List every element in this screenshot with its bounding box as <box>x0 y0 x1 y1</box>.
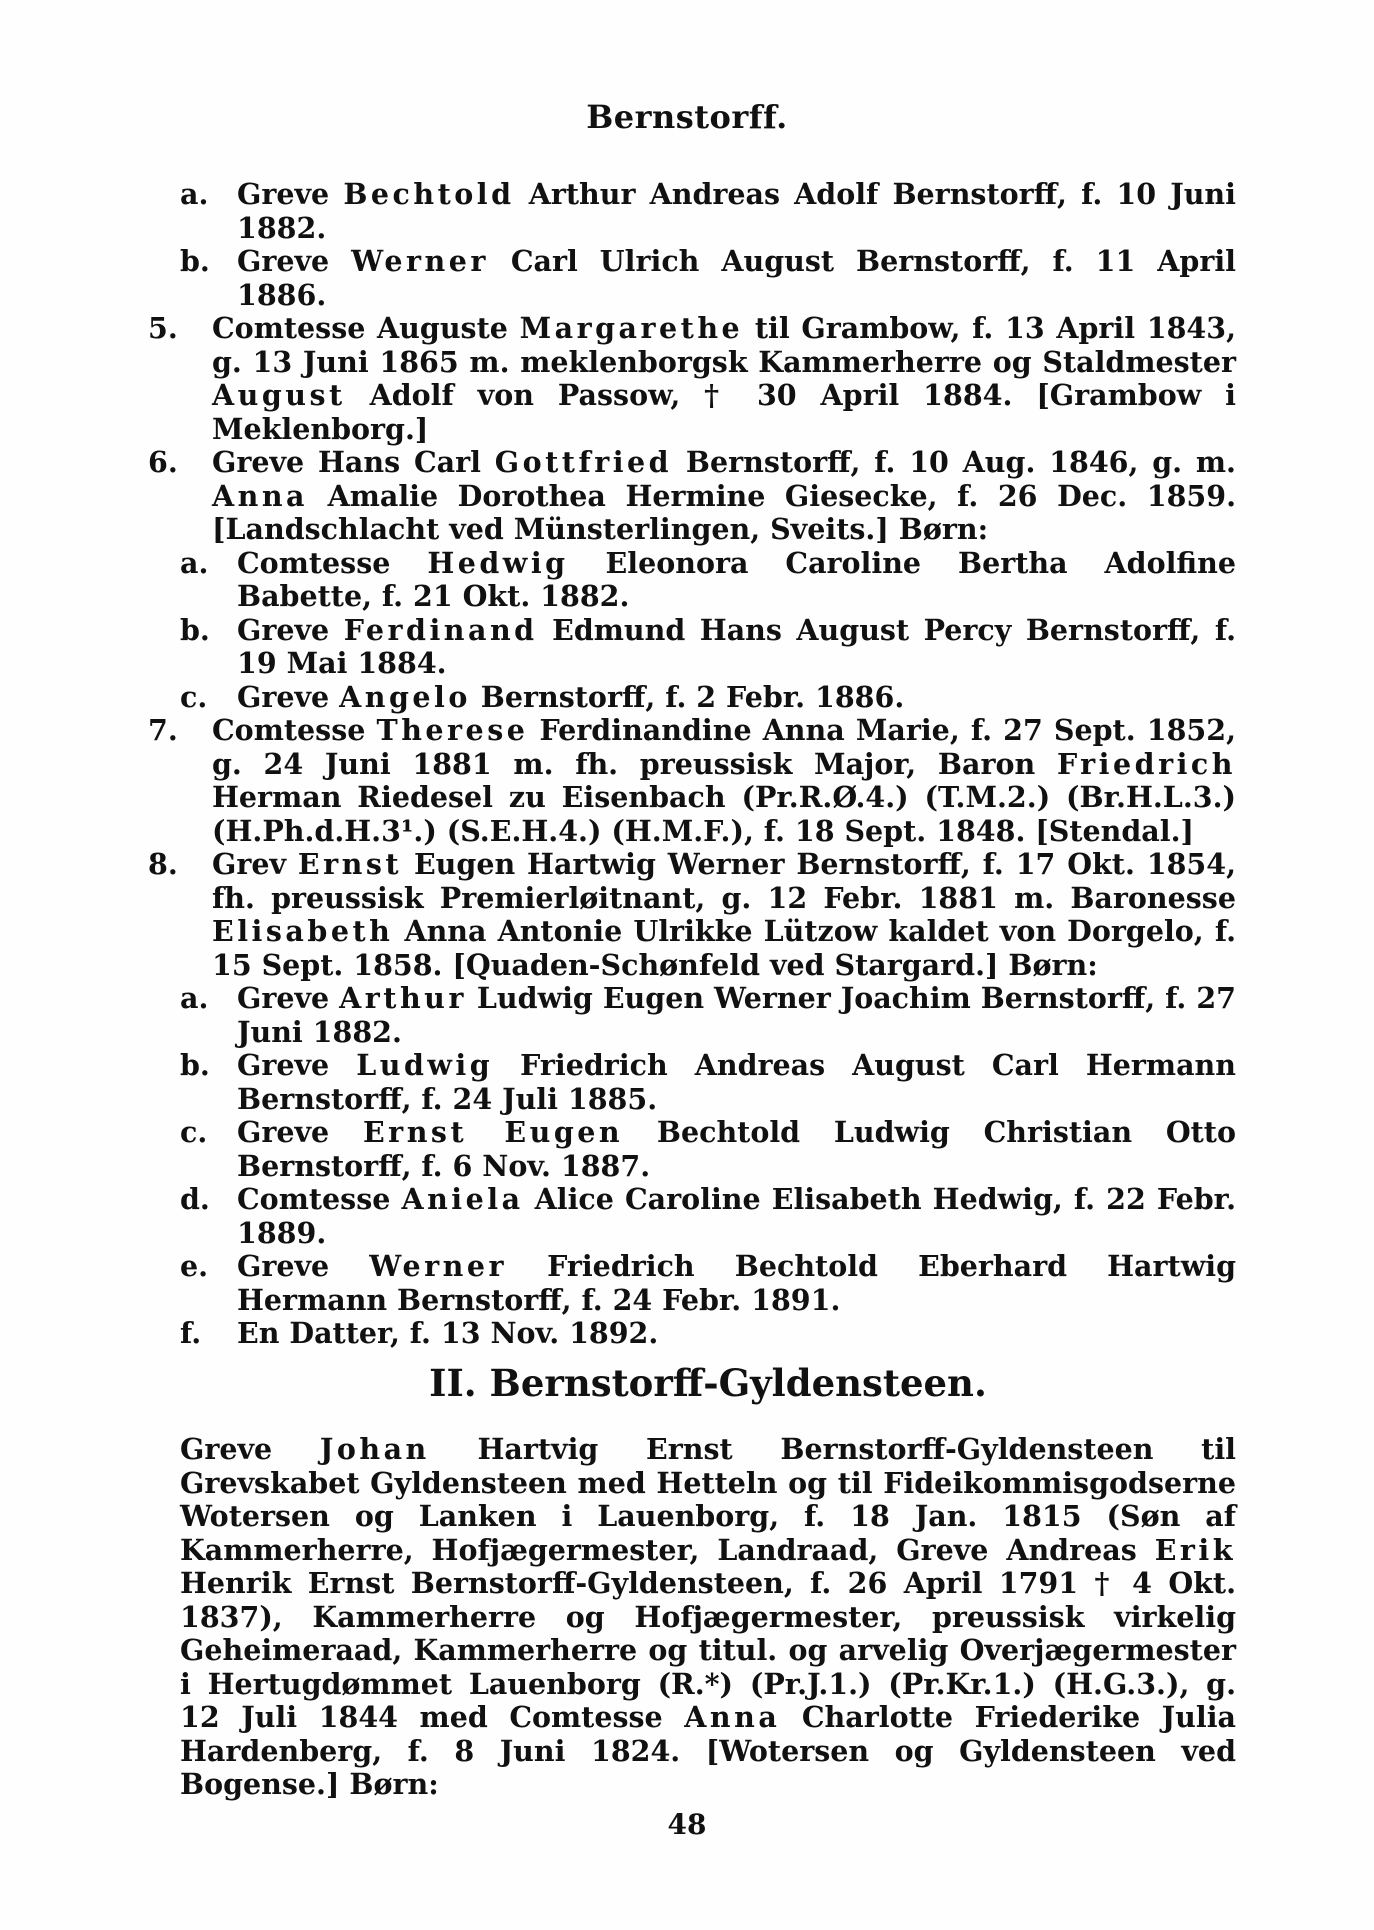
entry-marker: d. <box>180 1182 210 1216</box>
spaced-name: Elisabeth <box>212 914 394 948</box>
entry-text: Greve <box>237 679 340 714</box>
spaced-name: Arthur <box>339 981 467 1015</box>
spaced-name: Ernst Eugen <box>362 1115 624 1149</box>
child-entry <box>148 713 1236 848</box>
entry-marker: 5. <box>148 311 178 345</box>
running-header: Bernstorff. <box>586 98 788 136</box>
page-number: 48 <box>667 1808 707 1841</box>
entry-text: til Grambow, f. 13 April 1843, g. 13 Juni 1865 m. meklenborgsk Kammerherre og Staldmester <box>212 311 1236 379</box>
entry-marker: c. <box>180 1115 208 1149</box>
entry-text: Ferdinandine Anna Marie, f. 27 Sept. 1852, g. 24 Juni 1881 m. fh. preussisk Major, Baron <box>212 713 1236 781</box>
entry-text: Edmund Hans August Percy Bernstorff, f. 19 Mai 1884. <box>237 612 1236 680</box>
spaced-name: Hedwig <box>427 545 569 580</box>
grandchild-entry <box>180 1317 1236 1351</box>
spaced-name: Anna <box>684 1700 781 1734</box>
entry-marker: 6. <box>148 445 178 479</box>
entry-text: Greve <box>237 244 352 278</box>
grandchild-entry <box>180 245 1236 312</box>
section-heading: II. Bernstorff-Gyldensteen. <box>429 1360 987 1405</box>
entry-marker: b. <box>180 612 210 647</box>
spaced-name: Gottfried <box>494 445 673 479</box>
entry-marker: 7. <box>148 713 178 747</box>
spaced-name: Margarethe <box>519 311 744 345</box>
entry-text: En Datter, f. 13 Nov. 1892. <box>237 1316 659 1350</box>
entry-marker: a. <box>180 981 209 1015</box>
grandchild-entry <box>180 1250 1236 1317</box>
entry-text: Bechtold Ludwig Christian Otto Bernstorff, f. 6 Nov. 1887. <box>237 1115 1236 1183</box>
entry-text: Greve <box>237 981 340 1015</box>
grandchild-entry <box>180 614 1236 681</box>
entry-text: Herman Riedesel zu Eisenbach (Pr.R.Ø.4.) (T.M.2.) (Br.H.L.3.) (H.Ph.d.H.3¹.) (S.E.H.4.) (H.M.F.), f. 18 Sept. 1848. [Stendal.] <box>212 780 1236 848</box>
spaced-name: Anna <box>212 478 309 513</box>
grandchild-entry <box>180 178 1236 245</box>
entry-marker: 8. <box>148 847 178 881</box>
grandchild-entry <box>180 1116 1236 1183</box>
spaced-name: Therese <box>376 713 529 747</box>
entry-text: Greve <box>237 612 344 647</box>
entry-text: Carl Ulrich August Bernstorff, f. 11 April 1886. <box>237 244 1236 312</box>
entry-text: Arthur Andreas Adolf Bernstorff, f. 10 Juni 1882. <box>237 177 1236 245</box>
entry-text: Hartvig Ernst Bernstorff-Gyldensteen til Grevskabet Gyldensteen med Hetteln og til Fideikommisgodserne Wotersen og Lanken i Lauenborg, f. 18 Jan. 1815 (Søn af Kammerherre, Hofjægermester, Landraad, Greve Andreas <box>180 1432 1236 1567</box>
entry-text: Anna Antonie Ulrikke Lützow kaldet von Dorgelo, f. 15 Sept. 1858. [Quaden-Schønfeld ved Stargard.] Børn: <box>212 914 1236 982</box>
entry-text: Comtesse <box>237 1182 402 1216</box>
entry-text: Eleonora Caroline Bertha Adolfine Babette, f. 21 Okt. 1882. <box>237 545 1236 613</box>
entry-text: Greve <box>237 177 344 211</box>
child-entry <box>148 847 1236 982</box>
spaced-name: Bechtold <box>343 177 515 211</box>
entry-text: Henrik Ernst Bernstorff-Gyldensteen, f. 26 April 1791 † 4 Okt. 1837), Kammerherre og Hofjægermester, preussisk virkelig Geheimeraad, Kammerherre og titul. og arvelig Overjægermester i Hertugdømmet Lauenborg (R.*) (Pr.J.1.) (Pr.Kr.1.) (H.G.3.), g. 12 Juli 1844 med Comtesse <box>180 1566 1236 1734</box>
genealogy-entries <box>148 177 1236 1351</box>
entry-text: Greve <box>237 1249 370 1283</box>
entry-text: Comtesse Auguste <box>212 311 520 345</box>
entry-marker: e. <box>180 1249 209 1283</box>
entry-text: Friedrich Andreas August Carl Hermann Bernstorff, f. 24 Juli 1885. <box>237 1048 1236 1116</box>
entry-text: Charlotte Friederike Julia Hardenberg, f. 8 Juni 1824. [Wotersen og Gyldensteen ved Bogense.] Børn: <box>180 1700 1236 1801</box>
entry-marker: a. <box>180 177 209 211</box>
entry-text: Comtesse <box>212 713 377 747</box>
spaced-name: Angelo <box>339 679 471 714</box>
entry-text: Greve <box>180 1432 320 1466</box>
spaced-name: Aniela <box>401 1182 524 1216</box>
grandchild-entry <box>180 1049 1236 1116</box>
entry-text: Bernstorff, f. 2 Febr. 1886. <box>470 679 905 714</box>
entry-text: Adolf von Passow, † 30 April 1884. [Grambow i Meklenborg.] <box>212 378 1236 446</box>
entry-text: Greve <box>237 1115 363 1149</box>
spaced-name: Werner <box>351 244 489 278</box>
entry-marker: b. <box>180 1048 210 1082</box>
spaced-name: Erik <box>1154 1532 1236 1567</box>
spaced-name: August <box>212 378 346 412</box>
spaced-name: Johan <box>319 1432 430 1466</box>
grandchild-entry <box>180 681 1236 715</box>
section-intro-paragraph <box>180 1433 1236 1802</box>
entry-text: Comtesse <box>237 545 428 580</box>
child-entry <box>148 311 1236 446</box>
entry-text: Alice Caroline Elisabeth Hedwig, f. 22 Febr. 1889. <box>237 1182 1236 1250</box>
child-entry <box>148 445 1236 547</box>
entry-text: Greve <box>237 1048 357 1082</box>
spaced-name: Friedrich <box>1056 746 1236 781</box>
grandchild-entry <box>180 982 1236 1049</box>
entry-text: Grev <box>212 847 298 881</box>
spaced-name: Werner <box>369 1249 507 1283</box>
entry-marker: b. <box>180 244 210 278</box>
spaced-name: Ernst <box>297 847 403 881</box>
entry-text: Ludwig Eugen Werner Joachim Bernstorff, f. 27 Juni 1882. <box>237 981 1236 1049</box>
spaced-name: Ferdinand <box>343 612 538 647</box>
spaced-name: Ludwig <box>356 1048 494 1082</box>
entry-text: Friedrich Bechtold Eberhard Hartwig Hermann Bernstorff, f. 24 Febr. 1891. <box>237 1249 1236 1317</box>
grandchild-entry <box>180 547 1236 614</box>
page-body <box>148 177 1236 1830</box>
entry-marker: f. <box>180 1316 202 1350</box>
entry-text: Greve Hans Carl <box>212 445 495 479</box>
entry-marker: a. <box>180 545 209 580</box>
entry-text: Bernstorff, f. 10 Aug. 1846, g. m. <box>672 445 1236 479</box>
entry-marker: c. <box>180 679 208 714</box>
entry-text: Amalie Dorothea Hermine Giesecke, f. 26 Dec. 1859. [Landschlacht ved Münsterlingen, Sveits.] Børn: <box>212 478 1236 546</box>
grandchild-entry <box>180 1183 1236 1250</box>
entry-text: Eugen Hartwig Werner Bernstorff, f. 17 Okt. 1854, fh. preussisk Premierløitnant, g. 12 Febr. 1881 m. Baronesse <box>212 847 1236 915</box>
